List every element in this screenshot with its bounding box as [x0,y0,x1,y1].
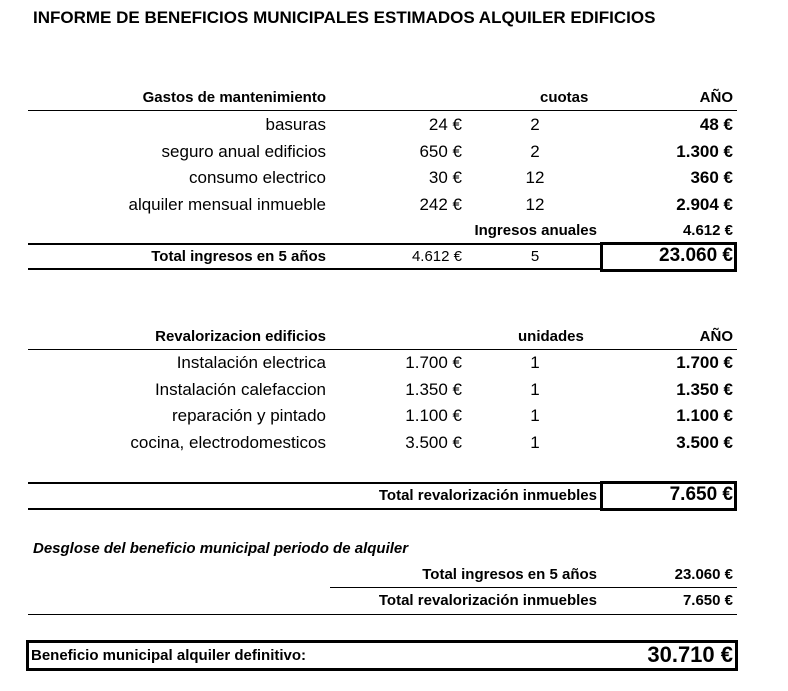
row-year: 48 € [699,115,733,134]
breakdown-revaluation-value: 7.650 € [682,592,733,609]
row-price: 1.700 € [405,353,462,372]
row-price: 24 € [428,115,462,134]
row-label: cocina, electrodomesticos [130,433,326,452]
row-label: basuras [265,115,326,134]
breakdown-heading: Desglose del beneficio municipal periodo de alquiler [33,540,409,557]
row-price: 242 € [419,195,462,214]
final-result-label: Beneficio municipal alquiler definitivo: [31,647,307,664]
final-result-value: 30.710 € [647,642,733,667]
row-year: 1.350 € [676,380,733,399]
revaluation-total-bottom-rule [28,508,603,510]
row-qty: 2 [530,115,540,134]
breakdown-divider [330,587,737,588]
revaluation-total-value: 7.650 € [669,484,733,505]
row-label: reparación y pintado [171,406,326,425]
row-label: Instalación electrica [176,353,326,372]
row-price: 1.100 € [405,406,462,425]
total-income-price: 4.612 € [411,248,462,265]
breakdown-income-label: Total ingresos en 5 años [422,566,597,583]
total-income-label: Total ingresos en 5 años [151,248,326,265]
annual-income-value: 4.612 € [682,222,733,239]
row-qty: 1 [530,380,540,399]
total-bottom-rule [28,268,603,270]
row-price: 30 € [428,168,462,187]
revaluation-header-year: AÑO [699,328,733,345]
row-year: 1.300 € [676,142,733,161]
row-year: 2.904 € [676,195,733,214]
breakdown-income-value: 23.060 € [674,566,733,583]
row-qty: 1 [530,353,540,372]
maintenance-header-label: Gastos de mantenimiento [142,89,326,106]
maintenance-header-year: AÑO [699,89,733,106]
breakdown-bottom-rule [28,614,737,615]
revaluation-header-qty: unidades [518,328,584,345]
row-year: 1.100 € [676,406,733,425]
row-label: Instalación calefaccion [154,380,326,399]
row-price: 650 € [419,142,462,161]
maintenance-header-qty: cuotas [540,89,589,106]
row-qty: 1 [530,406,540,425]
revaluation-total-label: Total revalorización inmuebles [378,487,597,504]
row-label: consumo electrico [188,168,326,187]
maintenance-header-divider [28,110,737,111]
row-qty: 2 [530,142,540,161]
row-qty: 12 [525,168,545,187]
row-price: 3.500 € [405,433,462,452]
row-year: 360 € [690,168,733,187]
total-income-qty: 5 [530,248,540,265]
row-year: 3.500 € [676,433,733,452]
revaluation-header-divider [28,349,737,350]
revaluation-header-label: Revalorizacion edificios [155,328,326,345]
total-income-value: 23.060 € [659,245,733,266]
row-year: 1.700 € [676,353,733,372]
row-qty: 12 [525,195,545,214]
row-price: 1.350 € [405,380,462,399]
row-qty: 1 [530,433,540,452]
row-label: seguro anual edificios [161,142,326,161]
report-title: INFORME DE BENEFICIOS MUNICIPALES ESTIMADOS ALQUILER EDIFICIOS [33,8,656,27]
breakdown-revaluation-label: Total revalorización inmuebles [378,592,597,609]
annual-income-label: Ingresos anuales [474,222,597,239]
row-label: alquiler mensual inmueble [128,195,326,214]
